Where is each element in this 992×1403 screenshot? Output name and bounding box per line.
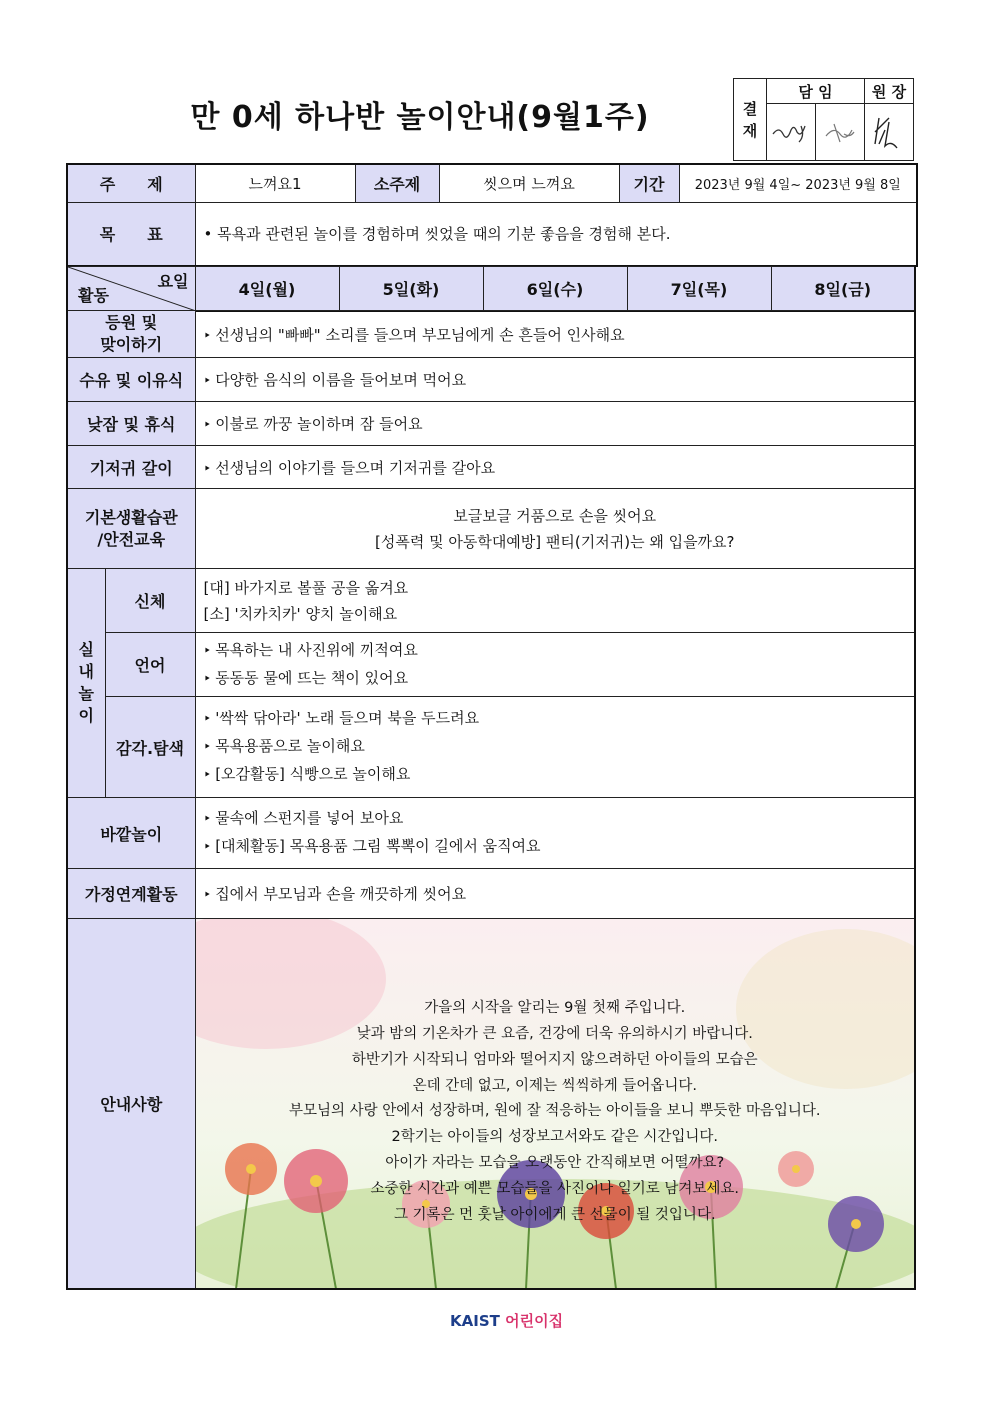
corner-activity-label: 활동 [78,285,109,305]
day-header-wed: 6일(수) [483,267,627,311]
day-header-thu: 7일(목) [627,267,771,311]
subtheme-value: 씻으며 느껴요 [439,164,619,202]
approval-box [733,78,914,161]
signature-image [865,104,913,156]
director-signature [865,104,914,161]
notice-text: 가을의 시작을 알리는 9월 첫째 주입니다. 낮과 밤의 기온차가 큰 요즘, 건강에 더욱 유의하시기 바랍니다. 하반기가 시작되니 엄마와 떨어지지 않으려하던 아이들의 모습은 온데 간데 없고, 이제는 씩씩하게 들어옵니다. 부모님의 사랑 안에서 성장하며, 원에 잘 적응하는 아이들을 보니 뿌듯한 마음입니다. 2학기는 아이들의 성장보고서와도 같은 시간입니다. 아이가 자라는 모습을 오랫동안 간직해보면 어떨까요? 소중한 시간과 예쁜 모습들을 사진이나 일기로 남겨보세요. 그 기록은 먼 훗날 아이에게 큰 선물이 될 것입니다. [288,1000,821,1223]
indoor-play-label: 실 내 놀 이 [67,569,105,798]
feeding-text: ‣ 다양한 음식의 이름을 들어보며 먹어요 [195,358,915,402]
arrival-label: 등원 및 맞이하기 [67,311,195,358]
nap-text: ‣ 이불로 까꿍 놀이하며 잠 들어요 [195,402,915,446]
approval-director-header: 원 장 [865,79,914,104]
arrival-text: ‣ 선생님의 "빠빠" 소리를 들으며 부모님에게 손 흔들어 인사해요 [195,311,915,358]
diaper-text: ‣ 선생님의 이야기를 들으며 기저귀를 갈아요 [195,446,915,489]
theme-label: 주 제 [67,164,195,202]
approval-teacher-header: 담 임 [767,79,865,104]
day-activity-corner [67,267,195,311]
diaper-label: 기저귀 갈이 [67,446,195,489]
notice-cell [195,919,915,1289]
approval-label: 결 재 [734,79,767,161]
sensory-text: ‣ '싹싹 닦아라' 노래 들으며 북을 두드려요 ‣ 목욕용품으로 놀이해요 ‣ [오감활동] 식빵으로 놀이해요 [195,697,915,798]
corner-day-label: 요일 [157,272,189,291]
page-title: 만 0세 하나반 놀이안내(9월1주) [190,100,650,135]
notice-label: 안내사항 [67,919,195,1289]
language-text: ‣ 목욕하는 내 사진위에 끼적여요 ‣ 동동동 물에 뜨는 책이 있어요 [195,633,915,697]
home-link-label: 가정연계활동 [67,869,195,919]
outdoor-text: ‣ 물속에 스펀지를 넣어 보아요 ‣ [대체활동] 목욕용품 그림 뽁뽁이 길에서 움직여요 [195,798,915,869]
day-header-tue: 5일(화) [339,267,483,311]
habits-text: 보글보글 거품으로 손을 씻어요 [성폭력 및 아동학대예방] 팬티(기저귀)는 왜 입을까요? [195,489,915,569]
day-header-fri: 8일(금) [771,267,915,311]
subtheme-label: 소주제 [355,164,439,202]
feeding-label: 수유 및 이유식 [67,358,195,402]
outdoor-label: 바깥놀이 [67,798,195,869]
language-label: 언어 [105,633,195,697]
signature-image [767,104,815,156]
teacher-signature-2 [816,104,865,161]
days-table [66,266,916,312]
goal-text: • 목욕과 관련된 놀이를 경험하며 씻었을 때의 기분 좋음을 경험해 본다. [195,202,917,266]
home-link-text: ‣ 집에서 부모님과 손을 깨끗하게 씻어요 [195,869,915,919]
period-value: 2023년 9월 4일~ 2023년 9월 8일 [679,164,917,202]
nap-label: 낮잠 및 휴식 [67,402,195,446]
goal-label: 목 표 [67,202,195,266]
habits-label: 기본생활습관 /안전교육 [67,489,195,569]
day-header-mon: 4일(월) [195,267,339,311]
signature-image [816,104,864,156]
activities-table [66,310,916,1290]
kaist-daycare-logo: KAIST 어린이집 [450,1312,564,1330]
teacher-signature-1 [767,104,816,161]
period-label: 기간 [619,164,679,202]
physical-text: [대] 바가지로 볼풀 공을 옮겨요 [소] '치카치카' 양치 놀이해요 [195,569,915,633]
physical-label: 신체 [105,569,195,633]
sensory-label: 감각.탐색 [105,697,195,798]
theme-value: 느껴요1 [195,164,355,202]
weekly-plan-table [66,163,918,267]
